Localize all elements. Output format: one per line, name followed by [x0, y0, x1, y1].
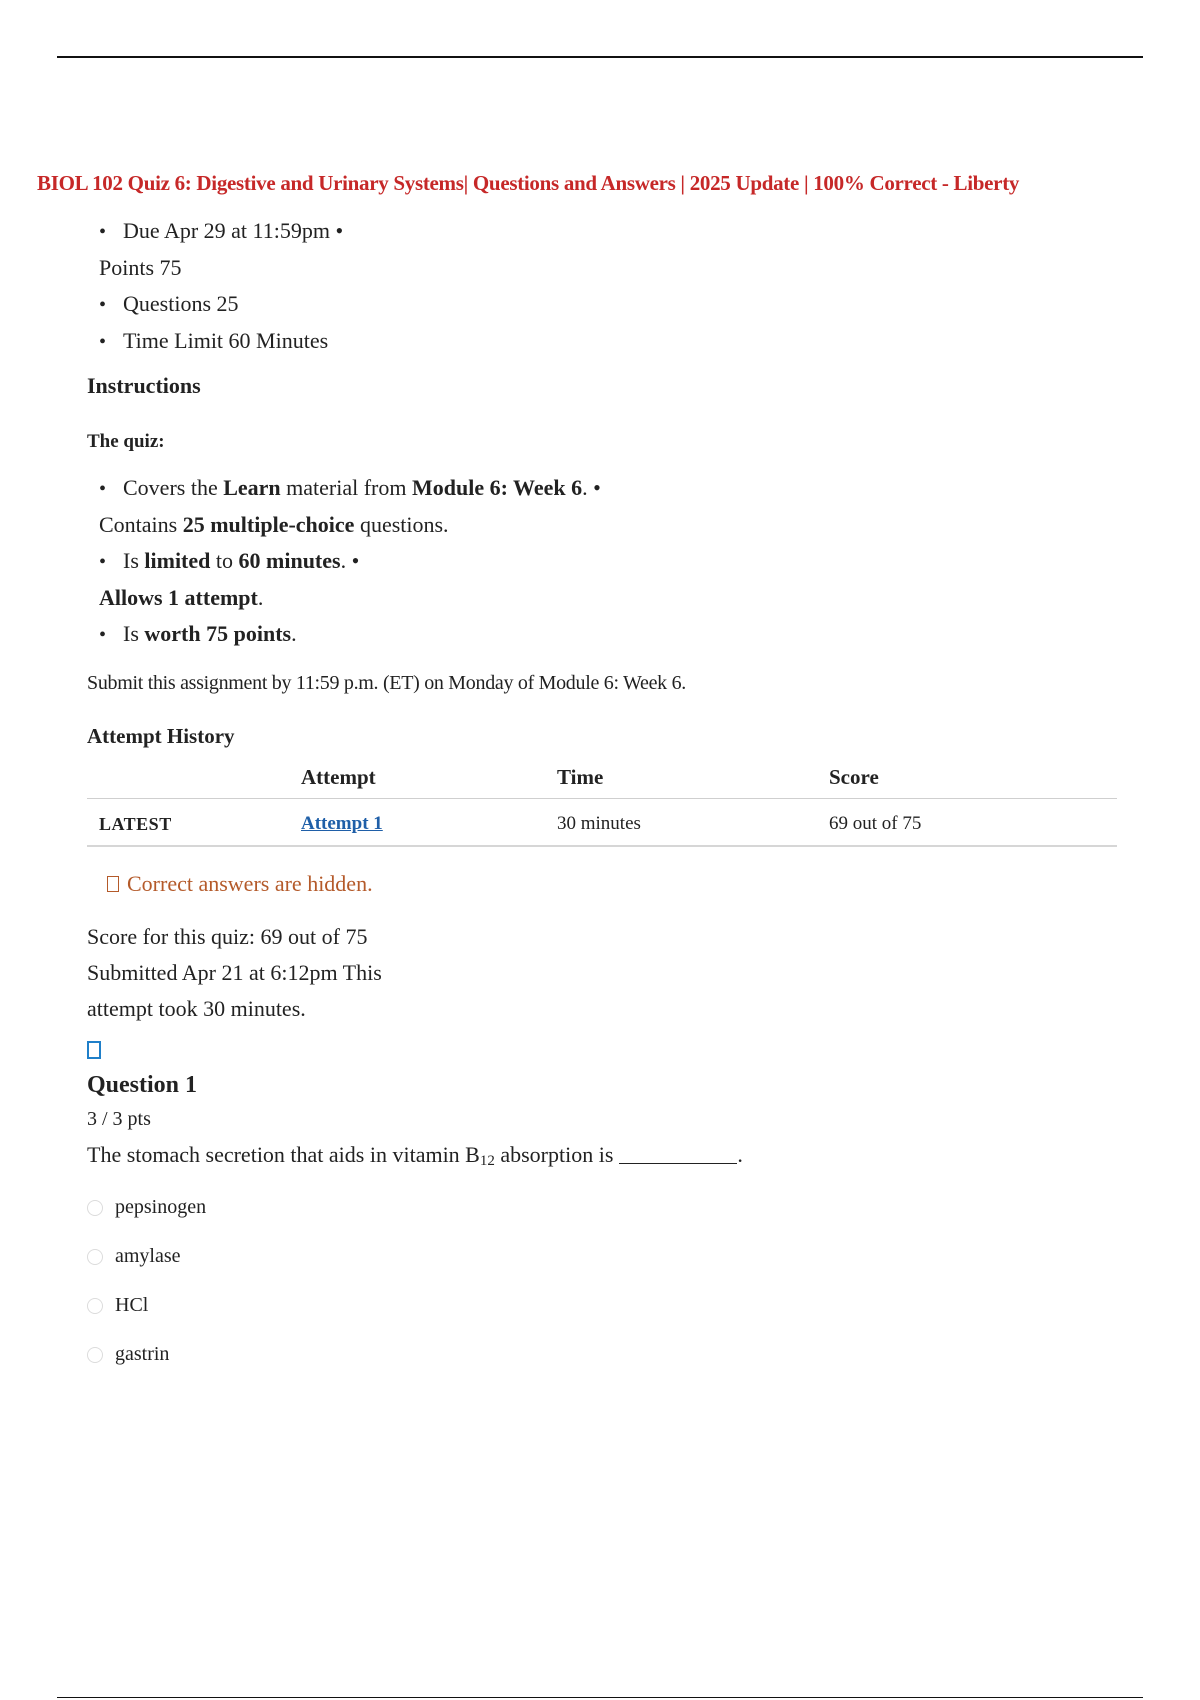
- radio-button[interactable]: [87, 1298, 103, 1314]
- column-header-attempt: Attempt: [301, 759, 557, 799]
- attempt-link[interactable]: Attempt 1: [301, 813, 383, 834]
- answer-options: [87, 1183, 1117, 1379]
- detail-points: Points 75: [99, 255, 182, 280]
- flag-icon[interactable]: [87, 1041, 101, 1059]
- quiz-subheading: The quiz:: [87, 431, 165, 452]
- document-title: BIOL 102 Quiz 6: Digestive and Urinary Systems| Questions and Answers | 2025 Update | 100% Correct - Liberty: [37, 171, 1020, 195]
- instruction-limited: • Is limited to 60 minutes. •: [99, 548, 360, 573]
- bottom-rule: [57, 1697, 1143, 1698]
- attempt-cell: [301, 799, 557, 847]
- answer-blank: [619, 1143, 737, 1164]
- radio-button[interactable]: [87, 1200, 103, 1216]
- submitted-time: Submitted Apr 21 at 6:12pm This: [87, 960, 382, 985]
- answer-option[interactable]: [87, 1183, 1117, 1232]
- attempt-history-heading: Attempt History: [87, 724, 235, 748]
- answers-hidden-notice: Correct answers are hidden.: [107, 869, 1117, 899]
- question-points: 3 / 3 pts: [87, 1108, 151, 1130]
- instruction-contains: Contains 25 multiple-choice questions.: [99, 512, 449, 537]
- instruction-worth: • Is worth 75 points.: [99, 621, 297, 646]
- score-summary: [87, 919, 1117, 1027]
- option-label: pepsinogen: [115, 1196, 207, 1218]
- submit-deadline: Submit this assignment by 11:59 p.m. (ET) on Monday of Module 6: Week 6.: [87, 672, 686, 694]
- quiz-score: Score for this quiz: 69 out of 75: [87, 924, 368, 949]
- detail-questions: • Questions 25: [99, 291, 239, 316]
- latest-label: LATEST: [87, 799, 301, 847]
- info-icon: [107, 876, 119, 892]
- table-header-row: [87, 759, 1117, 799]
- column-header-label: [87, 759, 301, 799]
- detail-due: • Due Apr 29 at 11:59pm •: [99, 218, 344, 243]
- quiz-content: [87, 213, 1117, 1379]
- question-text: The stomach secretion that aids in vitamin $B_{12}$ absorption is .: [87, 1142, 743, 1169]
- attempt-duration: attempt took 30 minutes.: [87, 996, 306, 1021]
- score-cell: 69 out of 75: [829, 799, 1117, 847]
- radio-button[interactable]: [87, 1249, 103, 1265]
- option-label: HCl: [115, 1294, 149, 1316]
- answer-option[interactable]: [87, 1281, 1117, 1330]
- instruction-covers: • Covers the Learn material from Module 6: Week 6. •: [99, 475, 601, 500]
- table-row: [87, 799, 1117, 847]
- column-header-time: Time: [557, 759, 829, 799]
- answer-option[interactable]: [87, 1232, 1117, 1281]
- option-label: amylase: [115, 1245, 181, 1267]
- column-header-score: Score: [829, 759, 1117, 799]
- detail-time-limit: • Time Limit 60 Minutes: [99, 328, 329, 353]
- option-label: gastrin: [115, 1343, 170, 1365]
- instruction-allows: Allows 1 attempt.: [99, 585, 264, 610]
- instructions-heading: Instructions: [87, 373, 201, 398]
- question-title: Question 1: [87, 1072, 198, 1098]
- time-cell: 30 minutes: [557, 799, 829, 847]
- attempt-history-table: [87, 759, 1117, 847]
- radio-button[interactable]: [87, 1347, 103, 1363]
- top-rule: [57, 56, 1143, 58]
- answer-option[interactable]: [87, 1330, 1117, 1379]
